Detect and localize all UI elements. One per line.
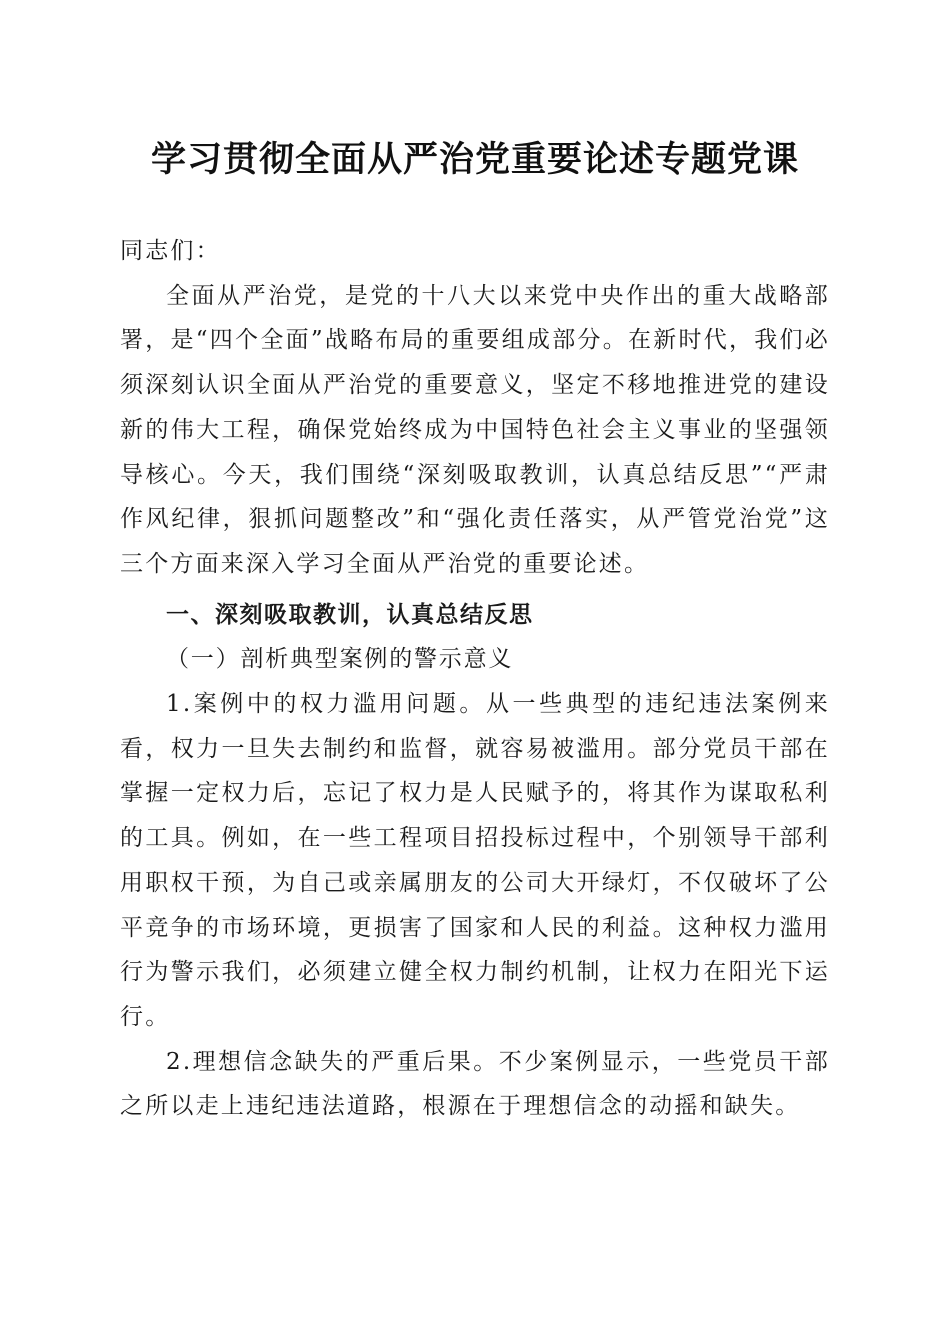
- point-1-paragraph: 1.案例中的权力滥用问题。从一些典型的违纪违法案例来看，权力一旦失去制约和监督，就容易被滥用。部分党员干部在掌握一定权力后，忘记了权力是人民赋予的，将其作为谋取私利的工具。例如，在一些工程项目招投标过程中，个别领导干部利用职权干预，为自己或亲属朋友的公司大开绿灯，不仅破坏了公平竞争的市场环境，更损害了国家和人民的利益。这种权力滥用行为警示我们，必须建立健全权力制约机制，让权力在阳光下运行。: [120, 691, 830, 1030]
- point-2-paragraph: 2.理想信念缺失的严重后果。不少案例显示，一些党员干部之所以走上违纪违法道路，根源在于理想信念的动摇和缺失。: [120, 1048, 830, 1120]
- greeting: 同志们：: [120, 238, 221, 264]
- document-title: 学习贯彻全面从严治党重要论述专题党课: [150, 139, 799, 180]
- section-heading: 一、深刻吸取教训，认真总结反思: [166, 601, 534, 628]
- document-body: [120, 229, 830, 1129]
- subsection-heading: （一）剖析典型案例的警示意义: [166, 646, 514, 673]
- intro-paragraph: 全面从严治党，是党的十八大以来党中央作出的重大战略部署，是“四个全面”战略布局的重要组成部分。在新时代，我们必须深刻认识全面从严治党的重要意义，坚定不移地推进党的建设新的伟大工程，确保党始终成为中国特色社会主义事业的坚强领导核心。今天，我们围绕“深刻吸取教训，认真总结反思”“严肃作风纪律，狠抓问题整改”和“强化责任落实，从严管党治党”这三个方面来深入学习全面从严治党的重要论述。: [120, 282, 830, 577]
